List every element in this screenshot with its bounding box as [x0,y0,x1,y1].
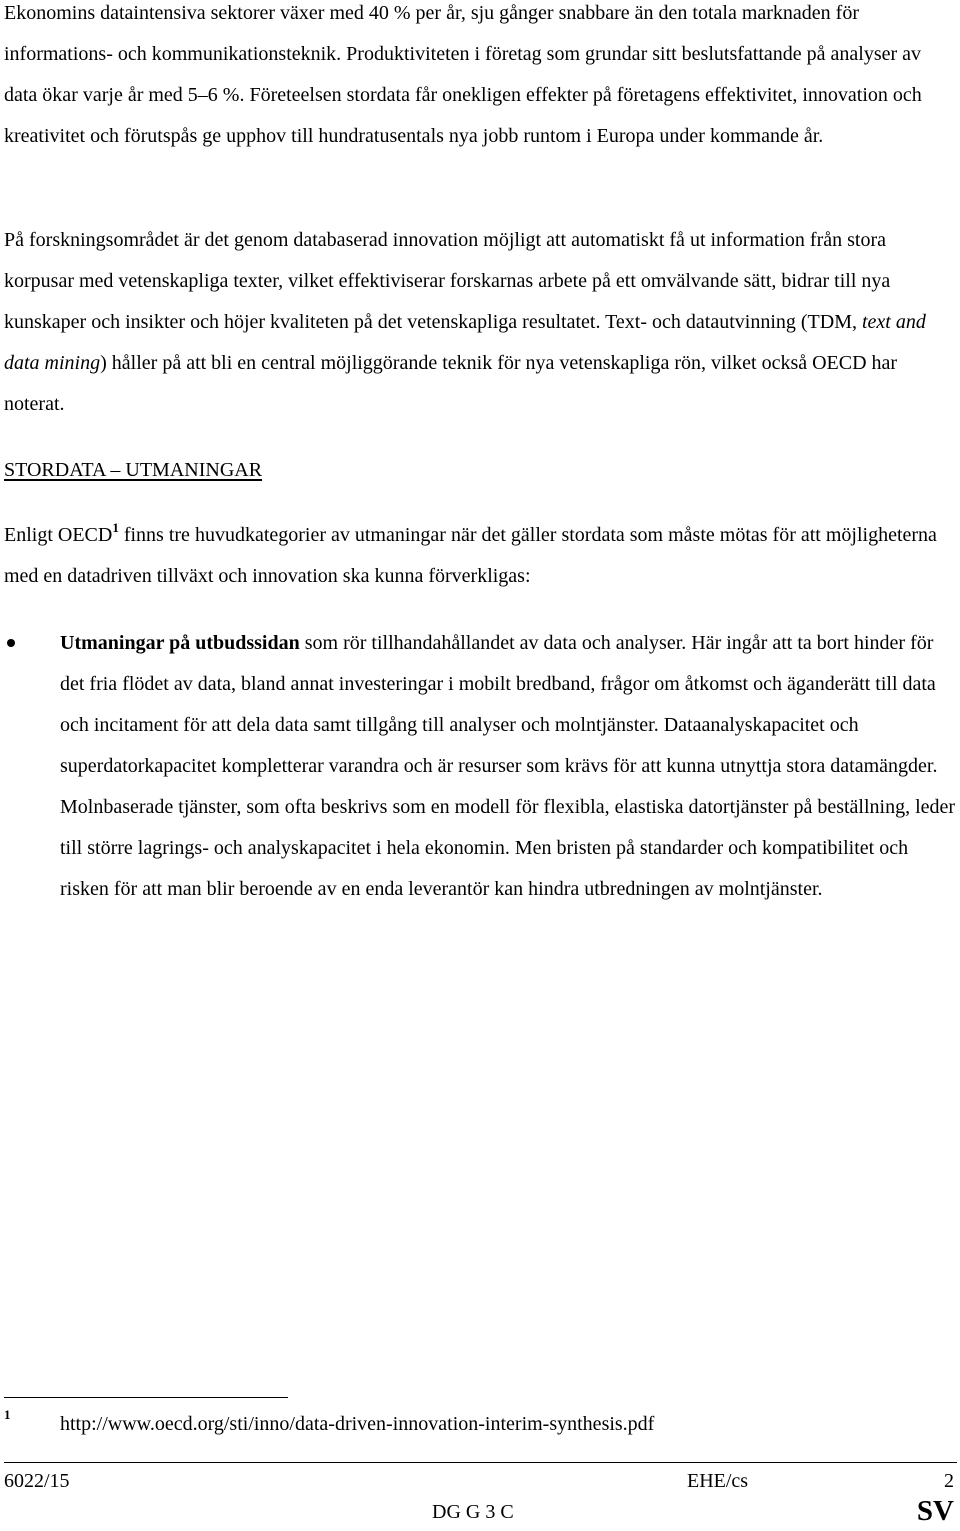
footer-reference: EHE/cs [687,1470,749,1492]
paragraph-growth [4,0,956,157]
footer-language-code: SV [916,1495,954,1527]
footer-page-number: 2 [944,1470,954,1492]
bullet-body: som rör tillhandahållandet av data och analyser. Här ingår att ta bort hinder för det fria flödet av data, bland annat investeringar i mobilt bredband, frågor om åtkomst och äganderätt till data och incitament för att dela data samt tillgång till analyser och molntjänster. Dataanalyskapacitet och superdatorkapacitet kompletterar varandra och är resurser som krävs för att kunna utnyttja stora datamängder. Molnbaserade tjänster, som ofta beskrivs som en modell för flexibla, elastiska datortjänster på beställning, leder till större lagrings- och analyskapacitet i hela ekonomin. Men bristen på standarder och kompatibilitet och risken för att man blir beroende av en enda leverantör kan hindra utbredningen av molntjänster. [60,632,956,900]
footer-directorate: DG G 3 C [432,1501,514,1523]
section-heading: STORDATA – UTMANINGAR [4,459,263,481]
bullet-dot-icon [7,639,15,647]
intro-text-end: finns tre huvudkategorier av utmaningar när det gäller stordata som måste mötas för att möjligheterna med en datadriven tillväxt och innovation ska kunna förverkligas: [4,524,937,587]
footnote-link[interactable]: http://www.oecd.org/sti/inno/data-driven-innovation-interim-synthesis.pdf [60,1413,655,1435]
bullet-text [60,623,956,910]
paragraph-growth-text: Ekonomins dataintensiva sektorer växer med 40 % per år, sju gånger snabbare än den totala marknaden för informations- och kommunikationsteknik. Produktiviteten i företag som grundar sitt beslutsfattande på analyser av data ökar varje år med 5–6 %. Företeelsen stordata får onekligen effekter på företagens effektivitet, innovation och kreativitet och förutspås ge upphov till hundratusentals nya jobb runtom i Europa under kommande år. [4,2,922,147]
intro-text: Enligt OECD [4,524,113,546]
footnote-ref: 1 [112,520,119,535]
paragraph-research [4,220,956,425]
paragraph-research-text-end: ) håller på att bli en central möjliggörande teknik för nya vetenskapliga rön, vilket också OECD har noterat. [4,352,898,415]
footer-doc-code: 6022/15 [4,1470,70,1492]
footnote-number: 1 [4,1407,11,1422]
footer-separator [4,1462,957,1463]
tdm-term: text and data mining [4,311,926,374]
bullet-bold-lead: Utmaningar på utbudssidan [60,632,300,654]
paragraph-research-text: På forskningsområdet är det genom databaserad innovation möjligt att automatiskt få ut information från stora korpusar med vetenskapliga texter, vilket effektiviserar forskarnas arbete på ett omvälvande sätt, bidrar till nya kunskaper och insikter och höjer kvaliteten på det vetenskapliga resultatet. Text- och datautvinning (TDM, [4,229,891,333]
footnote-separator [4,1397,288,1398]
paragraph-intro [4,515,956,597]
